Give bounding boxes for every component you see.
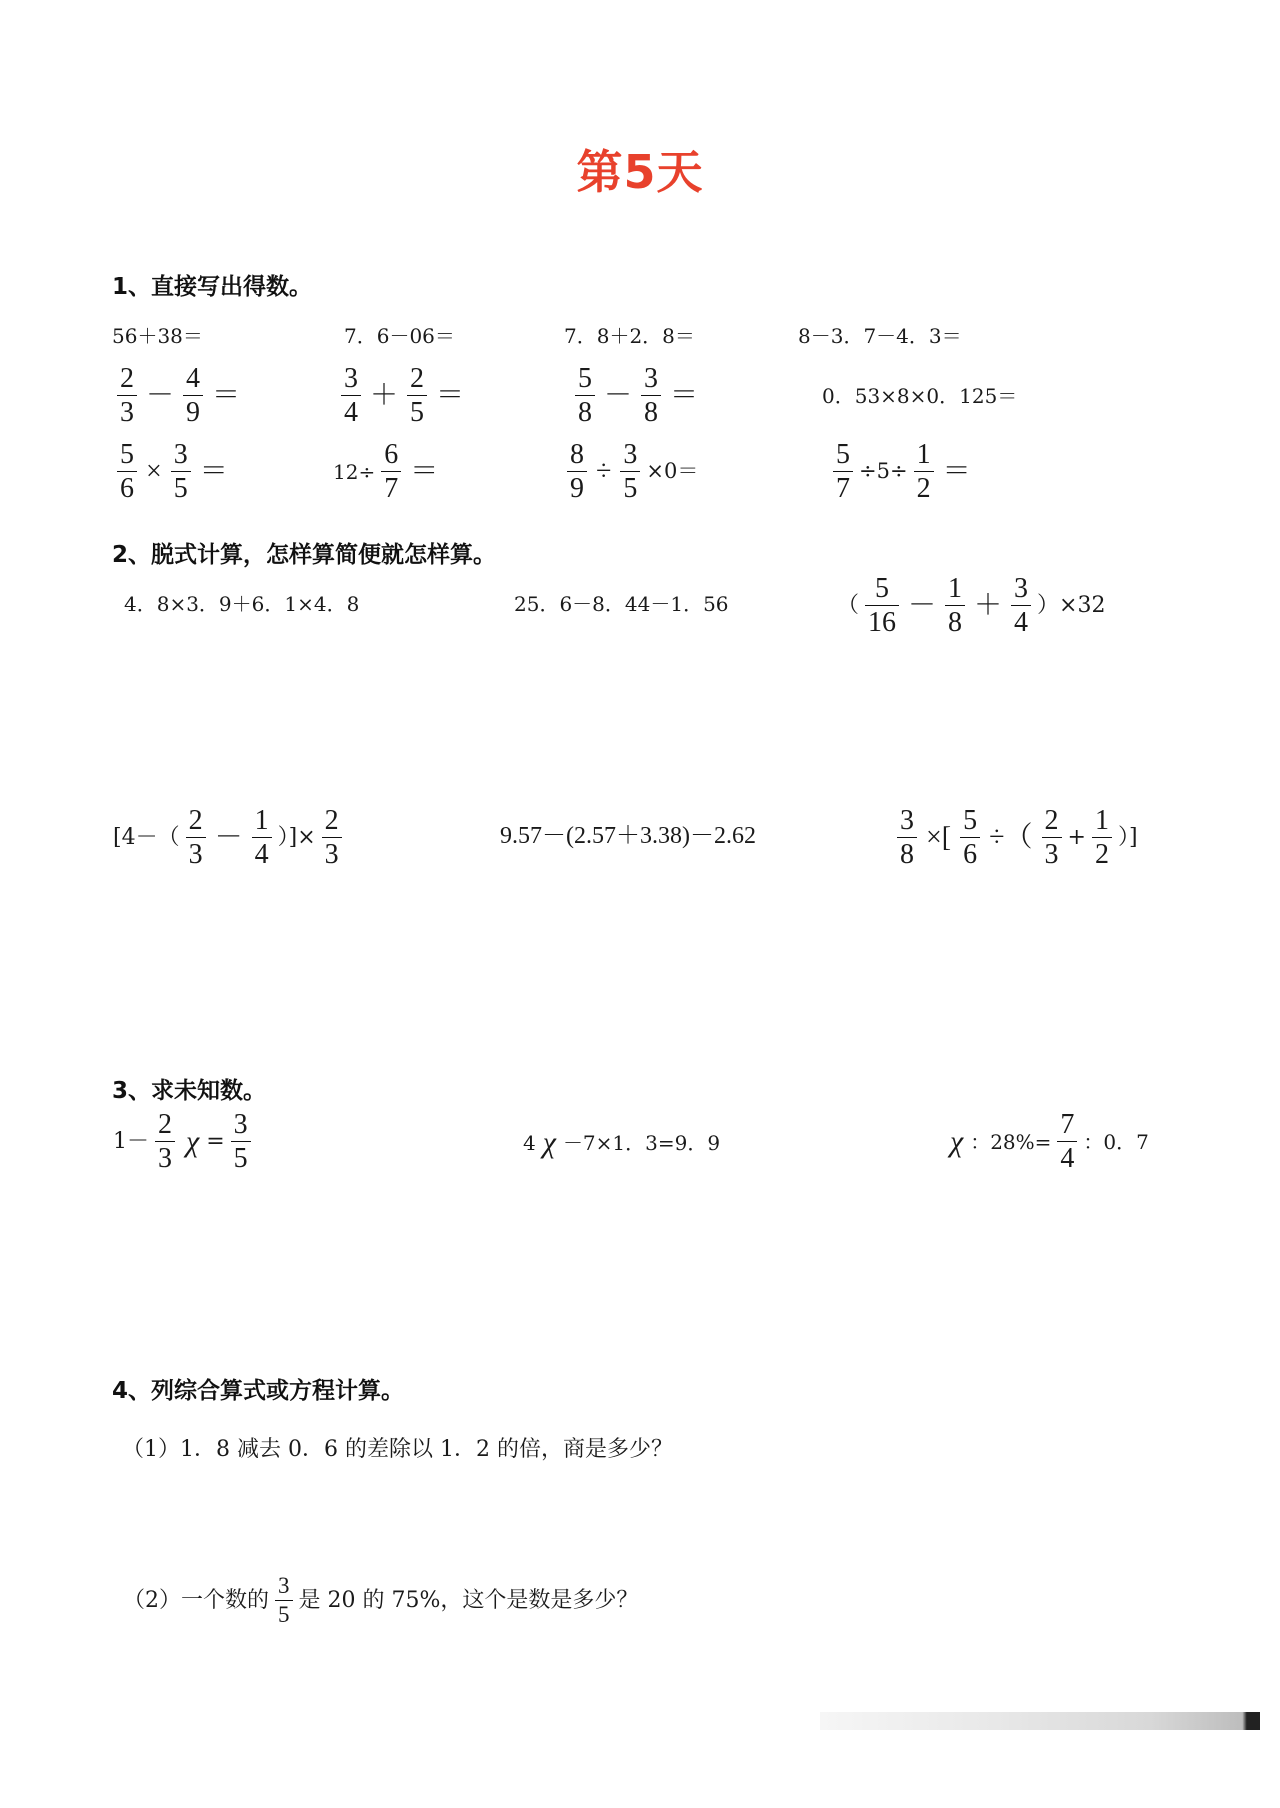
s1-r2-item-3: $\frac{5}{8}$ － $\frac{3}{8}$ ＝ (570, 364, 702, 428)
fraction: $\frac{2}{3}$ (117, 364, 137, 428)
unknown-variable: χ (186, 1124, 200, 1158)
s3-expr-2: 4 χ －7×1．3=9．9 (523, 1126, 721, 1159)
fraction: $\frac{2}{3}$ (322, 806, 342, 870)
fraction: $\frac{4}{9}$ (183, 364, 203, 428)
s3-expr-3: χ ：28%= $\frac{7}{4}$ ：0．7 (950, 1109, 1149, 1175)
s3-expr-1: 1－ $\frac{2}{3}$ χ = $\frac{3}{5}$ (112, 1110, 256, 1174)
fraction: $\frac{1}{4}$ (252, 806, 272, 870)
fraction: $\frac{2}{3}$ (186, 806, 206, 870)
s2-expr-3: （ $\frac{5}{16}$ － $\frac{1}{8}$ ＋ $\frac{3}{4}$ ）×32 (837, 573, 1106, 639)
fraction: $\frac{3}{5}$ (171, 440, 191, 504)
fraction: $\frac{3}{4}$ (341, 364, 361, 428)
s2-expr-2: 25．6－8．44－1．56 (514, 592, 729, 616)
unknown-variable: χ (950, 1124, 964, 1158)
s1-r1-item-1: 56＋38＝ (112, 324, 203, 348)
s1-r2-item-2: $\frac{3}{4}$ ＋ $\frac{2}{5}$ ＝ (336, 364, 468, 428)
s2-expr-6: $\frac{3}{8}$ ×[ $\frac{5}{6}$ ÷（ $\frac{2}{3}$ + $\frac{1}{2}$ ）] (892, 806, 1139, 870)
s1-r3-item-2: 12÷ $\frac{6}{7}$ ＝ (333, 439, 439, 505)
s2-expr-1: 4．8×3．9＋6．1×4．8 (124, 592, 360, 616)
fraction: $\frac{3}{5}$ (231, 1110, 251, 1174)
fraction: $\frac{5}{16}$ (865, 574, 899, 638)
section-3-heading: 3、求未知数。 (112, 1078, 267, 1104)
unknown-variable: χ (542, 1126, 556, 1159)
fraction: $\frac{6}{7}$ (381, 440, 401, 504)
fraction: $\frac{1}{8}$ (945, 574, 965, 638)
section-2-heading: 2、脱式计算，怎样算简便就怎样算。 (112, 542, 497, 568)
fraction: $\frac{3}{5}$ (275, 1574, 293, 1627)
fraction: $\frac{2}{3}$ (155, 1110, 175, 1174)
s1-r1-item-2: 7．6－06＝ (344, 324, 455, 348)
fraction: $\frac{7}{4}$ (1057, 1110, 1077, 1174)
fraction: $\frac{5}{8}$ (575, 364, 595, 428)
fraction: $\frac{2}{5}$ (407, 364, 427, 428)
fraction: $\frac{5}{6}$ (117, 440, 137, 504)
fraction: $\frac{5}{7}$ (833, 440, 853, 504)
s2-expr-5: 9.57－(2.57＋3.38)－2.62 (500, 823, 756, 849)
page-title: 第5天 (576, 145, 704, 199)
fraction: $\frac{3}{8}$ (641, 364, 661, 428)
s2-expr-4: [4－（ $\frac{2}{3}$ － $\frac{1}{4}$ ）]× $\frac{2}{3}$ (112, 806, 347, 870)
s1-r3-item-1: $\frac{5}{6}$ × $\frac{3}{5}$ ＝ (112, 440, 232, 504)
fraction: $\frac{3}{5}$ (620, 440, 640, 504)
fraction: $\frac{8}{9}$ (567, 440, 587, 504)
section-1-heading: 1、直接写出得数。 (112, 274, 313, 300)
fraction: $\frac{1}{2}$ (1092, 806, 1112, 870)
question-1: （1）1．8 减去 0．6 的差除以 1．2 的倍，商是多少？ (122, 1437, 673, 1462)
question-2: （2）一个数的 $\frac{3}{5}$ 是 20 的 75%，这个是数是多少？ (123, 1573, 639, 1628)
s1-r3-item-4: $\frac{5}{7}$ ÷5÷ $\frac{1}{2}$ ＝ (828, 440, 975, 504)
s1-r1-item-4: 8－3．7－4．3＝ (798, 324, 962, 348)
section-4-heading: 4、列综合算式或方程计算。 (112, 1378, 405, 1404)
fraction: $\frac{3}{4}$ (1011, 574, 1031, 638)
s1-r1-item-3: 7．8＋2．8＝ (564, 324, 695, 348)
fraction: $\frac{3}{8}$ (897, 806, 917, 870)
fraction: $\frac{1}{2}$ (914, 440, 934, 504)
fraction: $\frac{5}{6}$ (960, 806, 980, 870)
s1-r2-item-4: 0．53×8×0．125＝ (822, 384, 1018, 408)
s1-r2-item-1: $\frac{2}{3}$ － $\frac{4}{9}$ ＝ (112, 364, 244, 428)
s1-r3-item-3: $\frac{8}{9}$ ÷ $\frac{3}{5}$ ×0＝ (562, 440, 699, 504)
scroll-bar-artifact (820, 1712, 1260, 1730)
fraction: $\frac{2}{3}$ (1042, 806, 1062, 870)
